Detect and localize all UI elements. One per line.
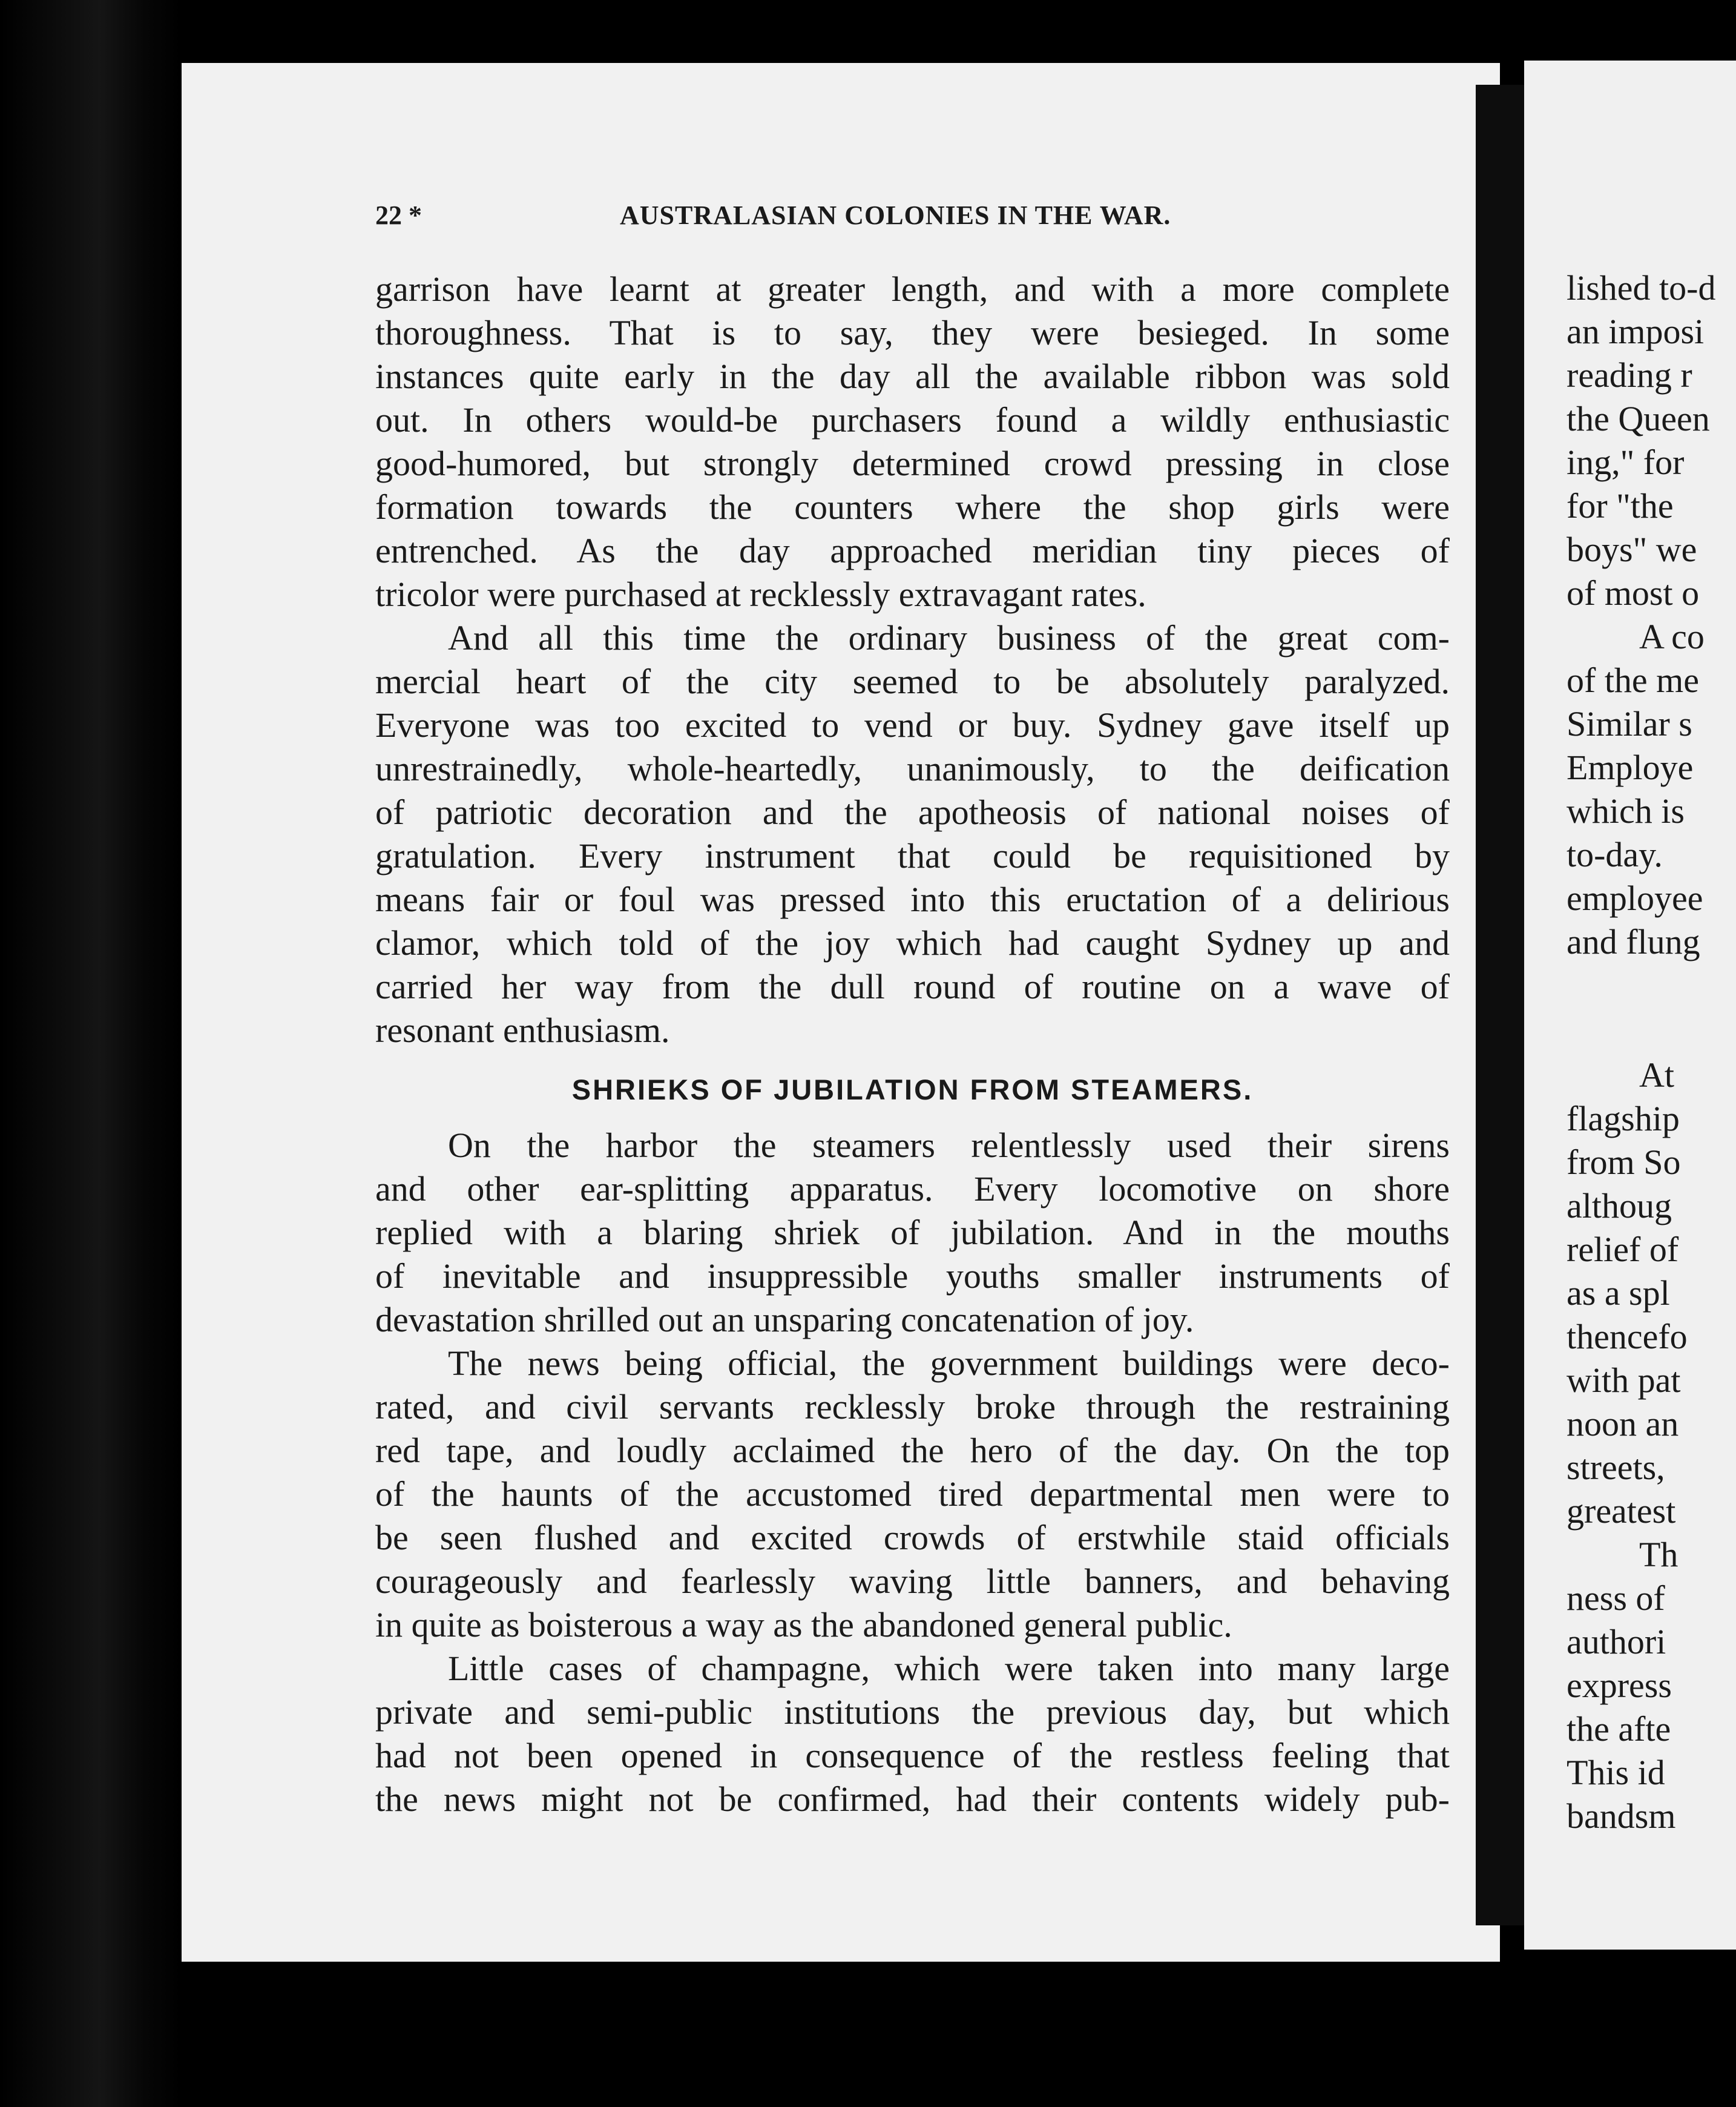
right-page-text-upper — [1567, 266, 1715, 964]
right-page-line: althoug — [1567, 1186, 1672, 1225]
right-page-line: an imposi — [1567, 312, 1705, 351]
text-line: instances quite early in the day all the available ribbon was sold — [375, 357, 1450, 396]
text-line: Little cases of champagne, which were taken into many large — [448, 1649, 1450, 1688]
text-line: of inevitable and insuppressible youths smaller instruments of — [375, 1256, 1450, 1296]
right-page-line: for "the — [1567, 486, 1674, 526]
text-line: good-humored, but strongly determined crowd pressing in close — [375, 444, 1450, 483]
text-line: of patriotic decoration and the apotheosis of national noises of — [375, 793, 1450, 832]
page-gutter-shadow — [1476, 85, 1524, 1925]
right-page-line: A co — [1639, 617, 1705, 656]
text-line: unrestrainedly, whole-heartedly, unanimously, to the deification — [375, 749, 1450, 788]
paragraph-5 — [375, 1647, 1450, 1821]
right-page-line: greatest — [1567, 1491, 1676, 1531]
text-line: tricolor were purchased at recklessly extravagant rates. — [375, 575, 1146, 614]
right-page-line: of the me — [1567, 661, 1700, 700]
text-line: devastation shrilled out an unsparing concatenation of joy. — [375, 1300, 1194, 1339]
right-page-line: authori — [1567, 1622, 1666, 1661]
section-subheading: SHRIEKS OF JUBILATION FROM STEAMERS. — [571, 1073, 1254, 1106]
right-page-line: ing," for — [1567, 443, 1685, 482]
right-page-line: flagship — [1567, 1099, 1680, 1138]
right-page-line: Th — [1639, 1535, 1678, 1574]
text-line: out. In others would-be purchasers found a wildly enthusiastic — [375, 400, 1450, 440]
text-line: had not been opened in consequence of the restless feeling that — [375, 1736, 1450, 1775]
text-line: And all this time the ordinary business of the great com- — [448, 618, 1450, 658]
right-page-line: lished to-d — [1567, 268, 1716, 308]
right-page-text-lower — [1567, 1054, 1688, 1838]
text-line: formation towards the counters where the shop girls were — [375, 487, 1450, 527]
paragraph-1 — [375, 268, 1450, 616]
right-page-line: bandsm — [1567, 1796, 1676, 1836]
right-page-line: streets, — [1567, 1448, 1665, 1487]
paragraph-2 — [375, 616, 1450, 1052]
right-page-line: This id — [1567, 1753, 1665, 1792]
right-page-line: relief of — [1567, 1230, 1679, 1269]
text-line: private and semi-public institutions the previous day, but which — [375, 1692, 1450, 1732]
right-page-line: and flung — [1567, 922, 1700, 961]
text-line: mercial heart of the city seemed to be absolutely paralyzed. — [375, 662, 1450, 701]
right-page-line: reading r — [1567, 355, 1692, 395]
text-line: The news being official, the government buildings were deco- — [448, 1344, 1450, 1383]
right-page-line: thencefo — [1567, 1317, 1688, 1356]
page-number: 22 * — [375, 200, 422, 230]
text-line: and other ear-splitting apparatus. Every locomotive on shore — [375, 1169, 1450, 1208]
right-page-line: boys" we — [1567, 530, 1697, 569]
text-line: of the haunts of the accustomed tired departmental men were to — [375, 1474, 1450, 1514]
right-page-line: Similar s — [1567, 704, 1692, 744]
text-line: in quite as boisterous a way as the abandoned general public. — [375, 1605, 1232, 1644]
text-line: means fair or foul was pressed into this eructation of a delirious — [375, 880, 1450, 919]
right-page-line: ness of — [1567, 1578, 1665, 1618]
right-page-line: with pat — [1567, 1360, 1681, 1400]
paragraph-3 — [375, 1124, 1450, 1342]
running-head-title: AUSTRALASIAN COLONIES IN THE WAR. — [620, 200, 1171, 230]
right-page-line: from So — [1567, 1143, 1681, 1182]
right-page-line: which is — [1567, 791, 1685, 831]
right-page-line: to-day. — [1567, 835, 1663, 874]
text-line: entrenched. As the day approached meridian tiny pieces of — [375, 531, 1450, 570]
right-page-line: the afte — [1567, 1709, 1671, 1749]
right-page-line: noon an — [1567, 1404, 1679, 1443]
text-line: red tape, and loudly acclaimed the hero of the day. On the top — [375, 1431, 1450, 1470]
text-line: rated, and civil servants recklessly broke through the restraining — [375, 1387, 1450, 1426]
right-page-line: of most o — [1567, 573, 1700, 613]
text-line: resonant enthusiasm. — [375, 1011, 670, 1050]
text-line: carried her way from the dull round of routine on a wave of — [375, 967, 1450, 1006]
right-page-line: employee — [1567, 879, 1703, 918]
text-line: the news might not be confirmed, had their contents widely pub- — [375, 1779, 1450, 1819]
paragraph-4 — [375, 1342, 1450, 1647]
running-head — [375, 200, 1450, 243]
text-line: gratulation. Every instrument that could be requisitioned by — [375, 836, 1450, 875]
right-page-line: Employe — [1567, 748, 1694, 787]
text-line: clamor, which told of the joy which had caught Sydney up and — [375, 923, 1450, 963]
text-line: courageously and fearlessly waving little banners, and behaving — [375, 1561, 1450, 1601]
right-page-fragment — [1524, 61, 1736, 1950]
right-page-line: express — [1567, 1666, 1672, 1705]
text-line: replied with a blaring shriek of jubilation. And in the mouths — [375, 1213, 1450, 1252]
text-line: be seen flushed and excited crowds of erstwhile staid officials — [375, 1518, 1450, 1557]
book-spine — [0, 0, 182, 2107]
text-line: Everyone was too excited to vend or buy. Sydney gave itself up — [375, 705, 1450, 745]
text-line: On the harbor the steamers relentlessly used their sirens — [448, 1126, 1450, 1165]
right-page-line: as a spl — [1567, 1273, 1670, 1313]
text-line: garrison have learnt at greater length, and with a more complete — [375, 269, 1450, 309]
right-page-line: the Queen — [1567, 399, 1710, 438]
text-line: thoroughness. That is to say, they were besieged. In some — [375, 313, 1450, 352]
main-text-block — [375, 268, 1450, 1821]
right-page-line: At — [1639, 1055, 1674, 1095]
